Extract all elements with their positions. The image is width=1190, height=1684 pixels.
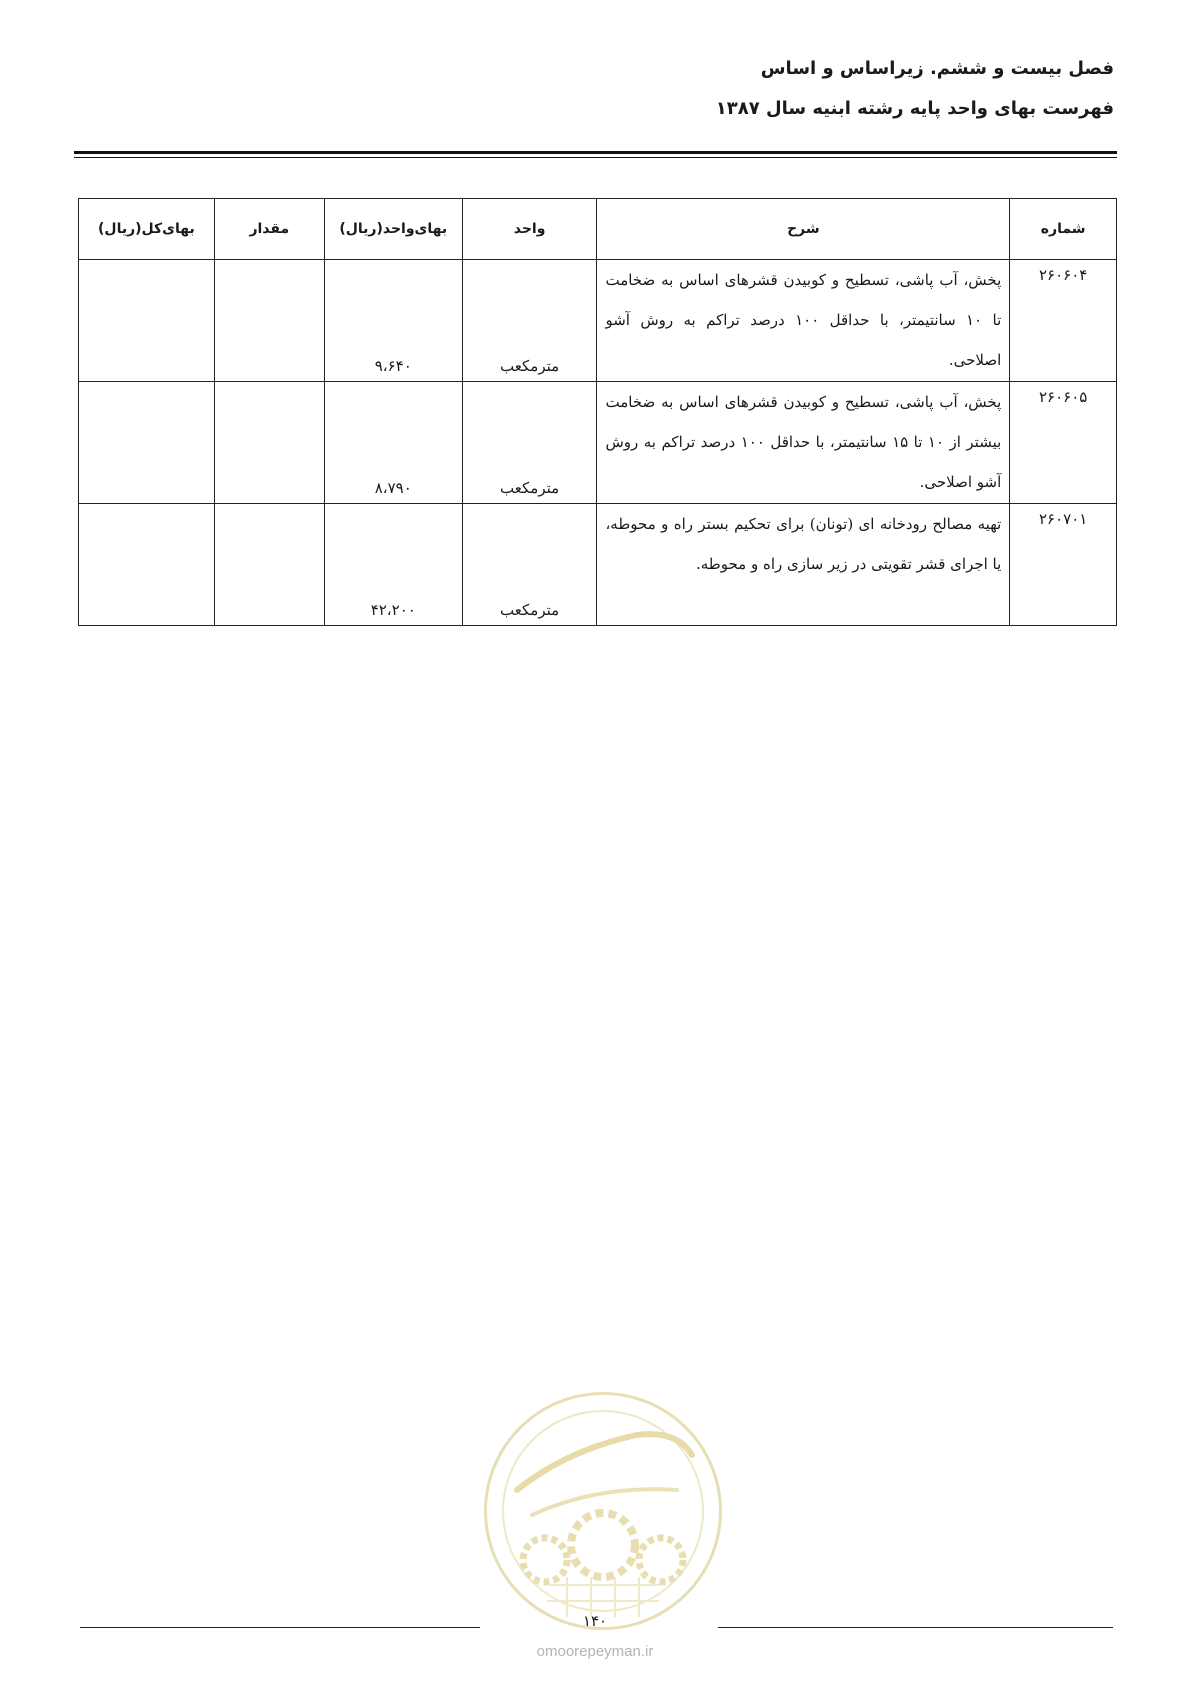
item-quantity — [214, 260, 324, 382]
item-code: ۲۶۰۶۰۴ — [1010, 260, 1117, 382]
table-header-row — [79, 199, 1117, 260]
column-header-unit: واحد — [462, 199, 597, 260]
item-total-price — [79, 382, 215, 504]
item-unit-price: ۸،۷۹۰ — [324, 382, 462, 504]
item-total-price — [79, 504, 215, 626]
watermark-logo — [484, 1392, 722, 1630]
gear-emblem-icon — [487, 1395, 719, 1627]
footer-rule-left — [80, 1627, 480, 1628]
column-header-quantity: مقدار — [214, 199, 324, 260]
column-header-total-price: بهای‌کل(ریال) — [79, 199, 215, 260]
item-unit: مترمکعب — [462, 382, 597, 504]
item-unit: مترمکعب — [462, 260, 597, 382]
column-header-description: شرح — [597, 199, 1010, 260]
header-rule-thick — [74, 151, 1117, 154]
price-table — [78, 198, 1117, 626]
footer-rule-right — [718, 1627, 1113, 1628]
table-row — [79, 382, 1117, 504]
page-number: ۱۴۰ — [582, 1612, 608, 1630]
item-description: پخش، آب پاشی، تسطیح و کوبیدن قشرهای اساس به ضخامت بیشتر از ۱۰ تا ۱۵ سانتیمتر، با حداقل ۱۰۰ درصد تراکم به روش آشو اصلاحی. — [597, 382, 1010, 504]
item-quantity — [214, 504, 324, 626]
item-unit: مترمکعب — [462, 504, 597, 626]
item-total-price — [79, 260, 215, 382]
item-unit-price: ۹،۶۴۰ — [324, 260, 462, 382]
column-header-unit-price: بهای‌واحد(ریال) — [324, 199, 462, 260]
chapter-title: فصل بیست و ششم. زیراساس و اساس — [760, 58, 1114, 79]
watermark-url: omoorepeyman.ir — [536, 1643, 654, 1660]
page-header — [214, 58, 1114, 120]
price-list-title: فهرست بهای واحد پایه رشته ابنیه سال ۱۳۸۷ — [715, 98, 1114, 119]
table-row — [79, 260, 1117, 382]
item-unit-price: ۴۲،۲۰۰ — [324, 504, 462, 626]
item-code: ۲۶۰۶۰۵ — [1010, 382, 1117, 504]
item-description: پخش، آب پاشی، تسطیح و کوبیدن قشرهای اساس به ضخامت تا ۱۰ سانتیمتر، با حداقل ۱۰۰ درصد تراکم به روش آشو اصلاحی. — [597, 260, 1010, 382]
item-description: تهیه مصالح رودخانه ای (تونان) برای تحکیم بستر راه و محوطه، یا اجرای قشر تقویتی در زیر سازی راه و محوطه. — [597, 504, 1010, 626]
table-row — [79, 504, 1117, 626]
item-quantity — [214, 382, 324, 504]
column-header-code: شماره — [1010, 199, 1117, 260]
header-rule-thin — [74, 157, 1117, 158]
item-code: ۲۶۰۷۰۱ — [1010, 504, 1117, 626]
